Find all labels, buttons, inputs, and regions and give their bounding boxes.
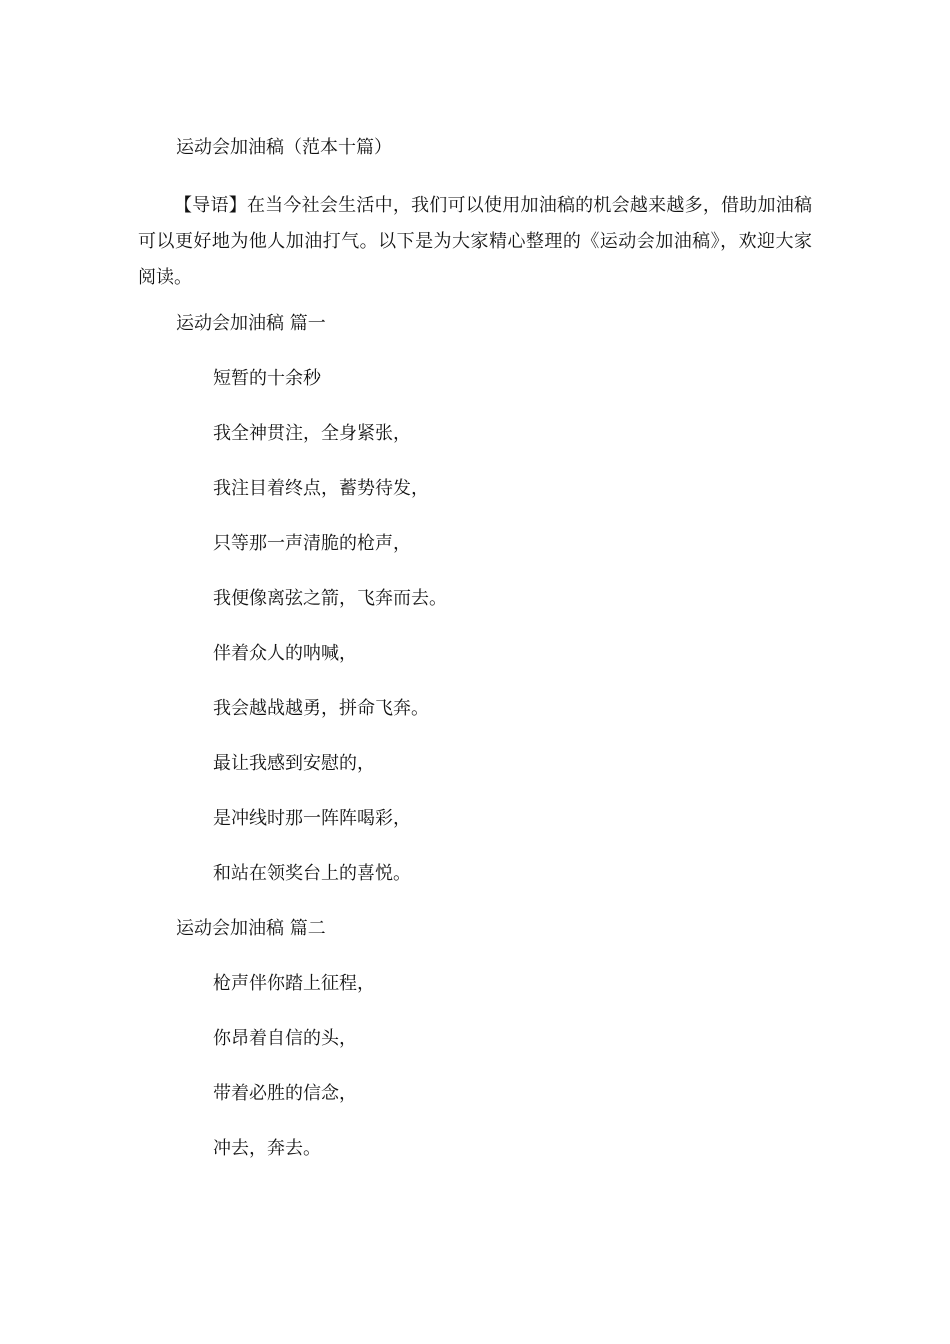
section-heading-1: 运动会加油稿 篇一 <box>176 313 326 334</box>
verse-line: 和站在领奖台上的喜悦。 <box>213 863 411 884</box>
verse-line: 我会越战越勇，拼命飞奔。 <box>213 698 429 719</box>
verse-line: 我便像离弦之箭，飞奔而去。 <box>213 588 447 609</box>
section-heading-2: 运动会加油稿 篇二 <box>176 918 326 939</box>
intro-paragraph: 【导语】在当今社会生活中，我们可以使用加油稿的机会越来越多，借助加油稿可以更好地为他人加油打气。以下是为大家精心整理的《运动会加油稿》，欢迎大家阅读。 <box>138 195 812 288</box>
verse-line: 枪声伴你踏上征程， <box>213 973 375 994</box>
verse-line: 我注目着终点，蓄势待发， <box>213 478 429 499</box>
verse-line: 短暂的十余秒 <box>213 368 321 389</box>
document-title: 运动会加油稿（范本十篇） <box>176 137 392 158</box>
verse-line: 你昂着自信的头， <box>213 1028 357 1049</box>
verse-line: 只等那一声清脆的枪声， <box>213 533 411 554</box>
verse-line: 带着必胜的信念， <box>213 1083 357 1104</box>
verse-line: 最让我感到安慰的， <box>213 753 375 774</box>
verse-line: 冲去，奔去。 <box>213 1138 321 1159</box>
verse-line: 我全神贯注，全身紧张， <box>213 423 411 444</box>
verse-line: 是冲线时那一阵阵喝彩， <box>213 808 411 829</box>
verse-line: 伴着众人的呐喊， <box>213 643 357 664</box>
